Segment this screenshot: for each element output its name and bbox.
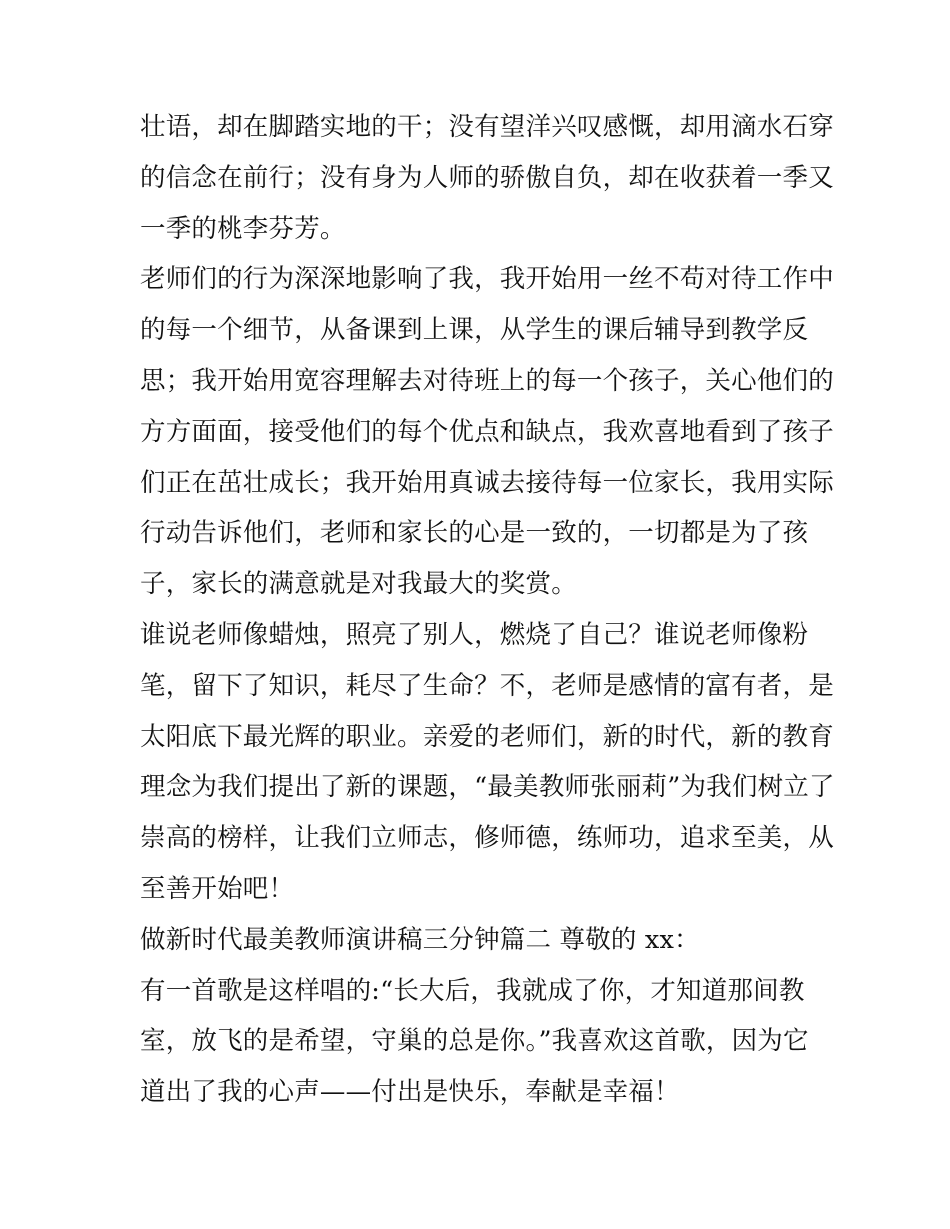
text-line: 笔，留下了知识，耗尽了生命？不，老师是感情的富有者，是 <box>140 670 834 701</box>
text-line: 子，家长的满意就是对我最大的奖赏。 <box>140 569 577 600</box>
text-line: 道出了我的心声——付出是快乐，奉献是幸福！ <box>140 1077 680 1108</box>
text-line: 思；我开始用宽容理解去对待班上的每一个孩子，关心他们的 <box>140 365 834 396</box>
section-heading: 做新时代最美教师演讲稿三分钟篇二 尊敬的 xx： <box>140 924 700 955</box>
text-line: 至善开始吧！ <box>140 873 295 904</box>
text-line: 们正在茁壮成长；我开始用真诚去接待每一位家长，我用实际 <box>140 467 834 498</box>
text-line: 壮语，却在脚踏实地的干；没有望洋兴叹感慨，却用滴水石穿 <box>140 112 834 142</box>
text-line: 太阳底下最光辉的职业。亲爱的老师们，新的时代，新的教育 <box>140 721 834 752</box>
text-line: 室，放飞的是希望，守巢的总是你。”我喜欢这首歌，因为它 <box>140 1026 809 1057</box>
text-line: 方方面面，接受他们的每个优点和缺点，我欢喜地看到了孩子 <box>140 416 834 447</box>
text-line: 的信念在前行；没有身为人师的骄傲自负，却在收获着一季又 <box>140 162 834 193</box>
text-line: 行动告诉他们，老师和家长的心是一致的，一切都是为了孩 <box>140 518 809 549</box>
text-line: 一季的桃李芬芳。 <box>140 213 346 244</box>
text-line: 有一首歌是这样唱的:“长大后，我就成了你，才知道那间教 <box>140 975 805 1006</box>
text-line: 崇高的榜样，让我们立师志，修师德，练师功，追求至美，从 <box>140 823 834 854</box>
text-line: 谁说老师像蜡烛，照亮了别人，燃烧了自己？谁说老师像粉 <box>140 619 809 650</box>
text-line: 老师们的行为深深地影响了我，我开始用一丝不苟对待工作中 <box>140 264 834 295</box>
text-line: 的每一个细节，从备课到上课，从学生的课后辅导到教学反 <box>140 315 809 346</box>
text-line: 理念为我们提出了新的课题，“最美教师张丽莉”为我们树立了 <box>140 772 835 803</box>
body-text <box>140 102 835 1118</box>
